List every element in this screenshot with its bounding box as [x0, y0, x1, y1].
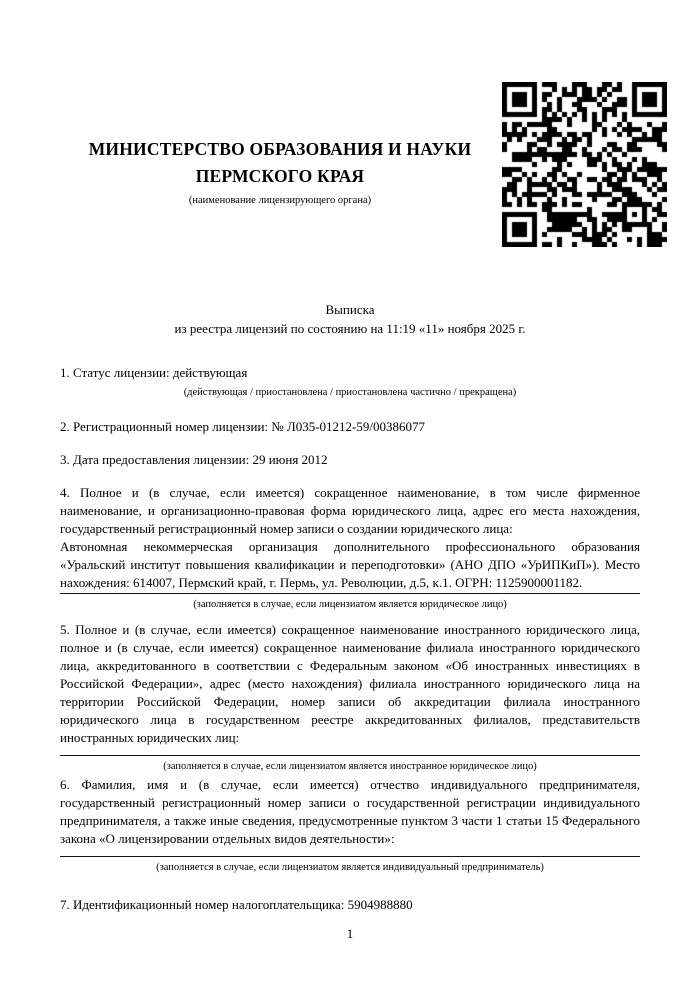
document-title: [60, 300, 640, 338]
authority-caption: (наименование лицензирующего органа): [188, 195, 372, 206]
authority-header: [60, 136, 500, 207]
document-title-line1: Выписка: [325, 302, 375, 317]
qr-code-icon: [502, 82, 667, 247]
section-foreign-entity: [60, 621, 640, 774]
legal-entity-value: Автономная некоммерческая организация дополнительного профессионального образования «Уральский институт повышения квалификации и переподготовки» (АНО ДПО «УрИПКиП»). Место нахождения: 614007, Пермский край, г. Пермь, ул. Революции, д.5, к.1. ОГРН: 1125900001182.: [60, 538, 640, 594]
registration-number-text: 2. Регистрационный номер лицензии: № Л035-01212-59/00386077: [60, 419, 426, 434]
section-license-status: [60, 364, 640, 400]
section-taxpayer-number: [60, 896, 640, 914]
individual-entrepreneur-text: 6. Фамилия, имя и (в случае, если имеется) отчество индивидуального предпринимателя, государственный регистрационный номер записи о государственной регистрации индивидуального предпринимателя, а также иные сведения, предусмотренные пунктом 3 части 1 статьи 15 Федерального закона «О лицензировании отдельных видов деятельности»:: [60, 777, 640, 846]
document-title-line2: из реестра лицензий по состоянию на 11:19 «11» ноября 2025 г.: [174, 321, 526, 336]
foreign-entity-text: 5. Полное и (в случае, если имеется) сокращенное наименование иностранного юридического лица, полное и (в случае, если имеется) сокращенное наименование филиала иностранного юридического лица, аккредитованного в соответствии с Федеральным законом «Об иностранных инвестициях в Российской Федерации», адрес (место нахождения) филиала иностранного юридического лица на территории Российской Федерации, номер записи об аккредитации филиала иностранного юридического лица в государственном реестре аккредитованных филиалов, представительств иностранных юридических лиц:: [60, 622, 640, 745]
taxpayer-number-text: 7. Идентификационный номер налогоплательщика: 5904988880: [60, 897, 413, 912]
license-status-caption: (действующая / приостановлена / приостановлена частично / прекращена): [183, 387, 517, 398]
section-individual-entrepreneur: [60, 776, 640, 875]
individual-entrepreneur-caption: (заполняется в случае, если лицензиатом является индивидуальный предприниматель): [156, 862, 544, 873]
legal-entity-caption: (заполняется в случае, если лицензиатом является юридическое лицо): [193, 599, 507, 610]
individual-entrepreneur-value-blank: [60, 848, 640, 857]
qr-code-image: [502, 82, 667, 247]
section-grant-date: [60, 451, 640, 469]
authority-name-line1: МИНИСТЕРСТВО ОБРАЗОВАНИЯ И НАУКИ: [88, 139, 472, 159]
section-legal-entity: [60, 484, 640, 612]
authority-name-line2: ПЕРМСКОГО КРАЯ: [195, 166, 365, 186]
legal-entity-text: 4. Полное и (в случае, если имеется) сокращенное наименование, в том числе фирменное наименование, и организационно-правовая форма юридического лица, адрес его места нахождения, государственный регистрационный номер записи о создании юридического лица:: [60, 485, 640, 536]
license-status-text: 1. Статус лицензии: действующая: [60, 365, 248, 380]
section-registration-number: [60, 418, 640, 436]
foreign-entity-value-blank: [60, 747, 640, 756]
page-number: 1: [346, 926, 354, 941]
grant-date-text: 3. Дата предоставления лицензии: 29 июня 2012: [60, 452, 328, 467]
foreign-entity-caption: (заполняется в случае, если лицензиатом является иностранное юридическое лицо): [163, 761, 537, 772]
